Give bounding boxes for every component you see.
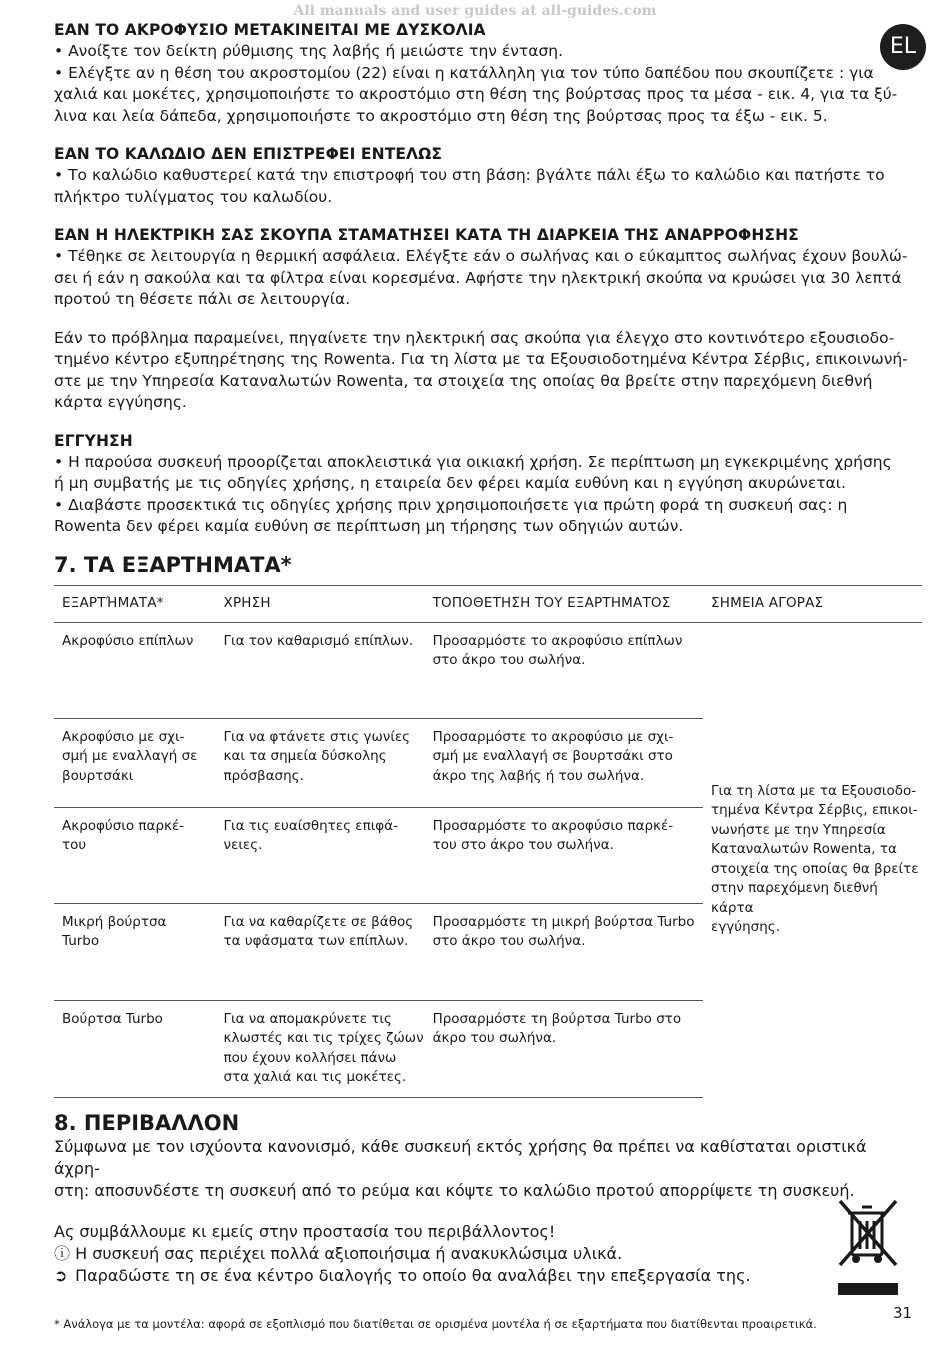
accessory-name (54, 718, 216, 807)
arrow-text: Παραδώστε τη σε ένα κέντρο διαλογής το οποίο θα αναλάβει την επεξεργασία της. (75, 1265, 751, 1285)
accessory-fitting (425, 807, 703, 903)
text-line: τημένο κέντρο εξυπηρέτησης της Rowenta. Για τη λίστα με τα Εξουσιοδοτημένα Κέντρα Σέρβις, επικοινωνή- (54, 350, 908, 368)
accessory-use (216, 622, 425, 718)
accessory-name (54, 622, 216, 718)
section-heading: ΕΓΓΥΗΣΗ (54, 431, 133, 450)
accessory-fitting (425, 718, 703, 807)
cell-line: Προσαρμόστε το ακροφύσιο παρκέ- (432, 817, 674, 834)
troubleshoot-cord (54, 144, 916, 208)
section-heading: ΕΑΝ Η ΗΛΕΚΤΡΙΚΗ ΣΑΣ ΣΚΟΥΠΑ ΣΤΑΜΑΤΗΣΕΙ ΚΑΤΑ ΤΗ ΔΙΑΡΚΕΙΑ ΤΗΣ ΑΝΑΡΡΟΦΗΣΗΣ (54, 226, 799, 244)
environment-section (54, 1136, 916, 1287)
cell-line: στο άκρο του σωλήνα. (432, 652, 586, 668)
cell-line: Turbo (62, 933, 100, 949)
text-line: σει ή εάν η σακούλα και τα φίλτρα είναι κορεσμένα. Αφήστε την ηλεκτρική σκούπα να κρυώσει για 30 λεπτά (54, 268, 902, 287)
text-line: • Διαβάστε προσεκτικά τις οδηγίες χρήσης πριν χρησιμοποιήσετε για πρώτη φορά τη συσκευή σας: η (54, 495, 848, 514)
table-row (54, 622, 922, 718)
cell-line: που έχουν κολλήσει πάνω (223, 1049, 397, 1066)
text-line: • Ανοίξτε τον δείκτη ρύθμισης της λαβής ή μειώστε την ένταση. (54, 42, 564, 60)
cell-line: του στο άκρο του σωλήνα. (432, 837, 614, 853)
cell-line: νειες. (223, 837, 263, 853)
cell-line: κλωστές και τις τρίχες ζώων (223, 1030, 424, 1046)
text-line: πλήκτρο τυλίγματος του καλωδίου. (54, 187, 333, 206)
cell-line: Για τις ευαίσθητες επιφά- (223, 817, 398, 834)
cell-line: άκρο της λαβής ή του σωλήνα. (432, 767, 645, 784)
section-heading: ΕΑΝ ΤΟ ΚΑΛΩΔΙΟ ΔΕΝ ΕΠΙΣΤΡΕΦΕΙ ΕΝΤΕΛΩΣ (54, 145, 443, 163)
accessory-fitting (425, 622, 703, 718)
table-header-row (54, 585, 922, 622)
column-header: ΕΞΑΡΤΉΜΑΤΑ* (54, 585, 216, 622)
accessory-use (216, 903, 425, 1000)
accessory-use (216, 807, 425, 903)
text-line: • Η παρούσα συσκευή προορίζεται αποκλειστικά για οικιακή χρήση. Σε περίπτωση μη εγκεκριμένης χρήσης (54, 452, 892, 471)
environment-title: 8. ΠΕΡΙΒΑΛΛΟΝ (54, 1110, 240, 1135)
info-line (54, 1243, 916, 1265)
cell-line: Βούρτσα Turbo (62, 1010, 163, 1027)
info-icon: ⓘ (54, 1243, 71, 1263)
accessories-table (54, 585, 922, 1098)
accessory-fitting (425, 1000, 703, 1097)
cell-line: βουρτσάκι (62, 767, 134, 784)
cell-line: στην παρεχόμενη διεθνή κάρτα (711, 880, 878, 916)
text-line: στε με την Υπηρεσία Καταναλωτών Rowenta, τα στοιχεία της οποίας θα βρείτε στην παρεχόμενη διεθνή (54, 371, 873, 390)
accessory-name (54, 903, 216, 1000)
cell-line: του (62, 837, 87, 853)
cell-line: στα χαλιά και τις μοκέτες. (223, 1069, 407, 1085)
service-paragraph (54, 328, 916, 414)
cell-line: Προσαρμόστε το ακροφύσιο επίπλων (432, 632, 683, 649)
troubleshoot-stops (54, 225, 916, 311)
text-line: • Το καλώδιο καθυστερεί κατά την επιστροφή του στη βάση: βγάλτε πάλι έξω το καλώδιο και πατήστε το (54, 166, 885, 184)
text-line: στη: αποσυνδέστε τη συσκευή από το ρεύμα και κόψτε το καλώδιο προτού απορρίψετε τη συσκευή. (54, 1180, 855, 1200)
cell-line: Για να καθαρίζετε σε βάθος (223, 913, 414, 930)
crossed-bin-icon (836, 1195, 900, 1299)
text-line: προτού τη θέσετε πάλι σε λειτουργία. (54, 290, 351, 308)
page-content (54, 20, 919, 1287)
text-line: • Ελέγξτε αν η θέση του ακροστομίου (22) είναι η κατάλληλη για τον τύπο δαπέδου που σκουπίζετε : για (54, 63, 874, 82)
cell-line: πρόσβασης. (223, 767, 304, 784)
cell-line: Προσαρμόστε τη βούρτσα Turbo στο (432, 1010, 682, 1027)
cell-line: Προσαρμόστε τη μικρή βούρτσα Turbo (432, 913, 695, 930)
cell-line: Ακροφύσιο με σχι- (62, 728, 185, 745)
cell-line: Καταναλωτών Rowenta, τα (711, 841, 897, 858)
cell-line: Για να απομακρύνετε τις (223, 1010, 392, 1027)
cell-line: στο άκρο του σωλήνα. (432, 933, 586, 949)
text-line: ή μη συμβατής με τις οδηγίες χρήσης, η εταιρεία δεν φέρει καμία ευθύνη και η εγγύηση ακυρώνεται. (54, 474, 846, 492)
text-line: Εάν το πρόβλημα παραμείνει, πηγαίνετε την ηλεκτρική σας σκούπα για έλεγχο στο κοντινότερο εξουσιοδο- (54, 328, 895, 347)
warranty-section (54, 431, 916, 538)
purchase-points (703, 622, 922, 1097)
footnote: * Ανάλογα με τα μοντέλα: αφορά σε εξοπλισμό που διατίθεται σε ορισμένα μοντέλα ή σε εξαρτήματα που διατίθενται προαιρετικά. (54, 1317, 817, 1331)
cell-line: Ακροφύσιο παρκέ- (62, 817, 185, 834)
cell-line: και τα σημεία δύσκολης (223, 748, 387, 764)
column-header: ΣΗΜΕΙΑ ΑΓΟΡΑΣ (703, 585, 922, 622)
cell-line: άκρο του σωλήνα. (432, 1030, 557, 1046)
text-line: • Τέθηκε σε λειτουργία η θερμική ασφάλεια. Ελέγξτε εάν ο σωλήνας και ο εύκαμπτος σωλήνας έχουν βουλώ- (54, 247, 908, 265)
accessory-name (54, 1000, 216, 1097)
text-line: λινα και λεία δάπεδα, χρησιμοποιήστε το ακροστόμιο στη θέση της βούρτσας προς τα έξω - εικ. 5. (54, 106, 828, 125)
cell-line: νωνήστε με την Υπηρεσία (711, 821, 886, 838)
text-line: χαλιά και μοκέτες, χρησιμοποιήστε το ακροστόμιο στη θέση της βούρτσας προς τα μέσα - εικ. 4, για τα ξύ- (54, 85, 898, 103)
protect-line: Ας συμβάλλουμε κι εμείς στην προστασία του περιβάλλοντος! (54, 1221, 556, 1241)
cell-line: Ακροφύσιο επίπλων (62, 632, 194, 649)
language-badge: EL (880, 24, 926, 70)
text-line: Σύμφωνα με τον ισχύοντα κανονισμό, κάθε συσκευή εκτός χρήσης θα πρέπει να καθίσταται οριστικά άχρη- (54, 1136, 867, 1178)
arrow-icon: ➲ (54, 1265, 68, 1285)
text-line: Rowenta δεν φέρει καμία ευθύνη σε περίπτωση μη τήρησης των οδηγιών αυτών. (54, 517, 684, 535)
text-line: κάρτα εγγύησης. (54, 393, 187, 411)
info-text: Η συσκευή σας περιέχει πολλά αξιοποιήσιμα ή ανακυκλώσιμα υλικά. (75, 1243, 623, 1263)
accessory-fitting (425, 903, 703, 1000)
column-header: ΧΡΗΣΗ (216, 585, 425, 622)
accessories-title: 7. ΤΑ ΕΞΑΡΤΗΜΑΤΑ* (54, 552, 292, 577)
column-header: ΤΟΠΟΘΕΤΗΣΗ ΤΟΥ ΕΞΑΡΤΗΜΑΤΟΣ (425, 585, 703, 622)
cell-line: Για τον καθαρισμό επίπλων. (223, 632, 414, 649)
cell-line: εγγύησης. (711, 919, 780, 936)
page-number: 31 (893, 1304, 913, 1322)
accessory-use (216, 718, 425, 807)
cell-line: Προσαρμόστε το ακροφύσιο με σχι- (432, 728, 674, 745)
cell-line: τημένα Κέντρα Σέρβις, επικοι- (711, 802, 918, 819)
arrow-line (54, 1265, 916, 1287)
accessory-use (216, 1000, 425, 1097)
section-heading: ΕΑΝ ΤΟ ΑΚΡΟΦΥΣΙΟ ΜΕΤΑΚΙΝΕΙΤΑΙ ΜΕ ΔΥΣΚΟΛΙΑ (54, 21, 486, 39)
cell-line: Μικρή βούρτσα (62, 913, 167, 930)
troubleshoot-nozzle (54, 20, 916, 127)
cell-line: τα υφάσματα των επίπλων. (223, 933, 409, 949)
cell-line: σμή με εναλλαγή σε (62, 748, 198, 764)
accessory-name (54, 807, 216, 903)
cell-line: στοιχεία της οποίας θα βρείτε (711, 860, 919, 877)
cell-line: Για τη λίστα με τα Εξουσιοδο- (711, 782, 917, 799)
cell-line: σμή με εναλλαγή σε βουρτσάκι στο (432, 748, 673, 764)
cell-line: Για να φτάνετε στις γωνίες (223, 728, 411, 745)
watermark: All manuals and user guides at all-guides.com (293, 3, 657, 19)
